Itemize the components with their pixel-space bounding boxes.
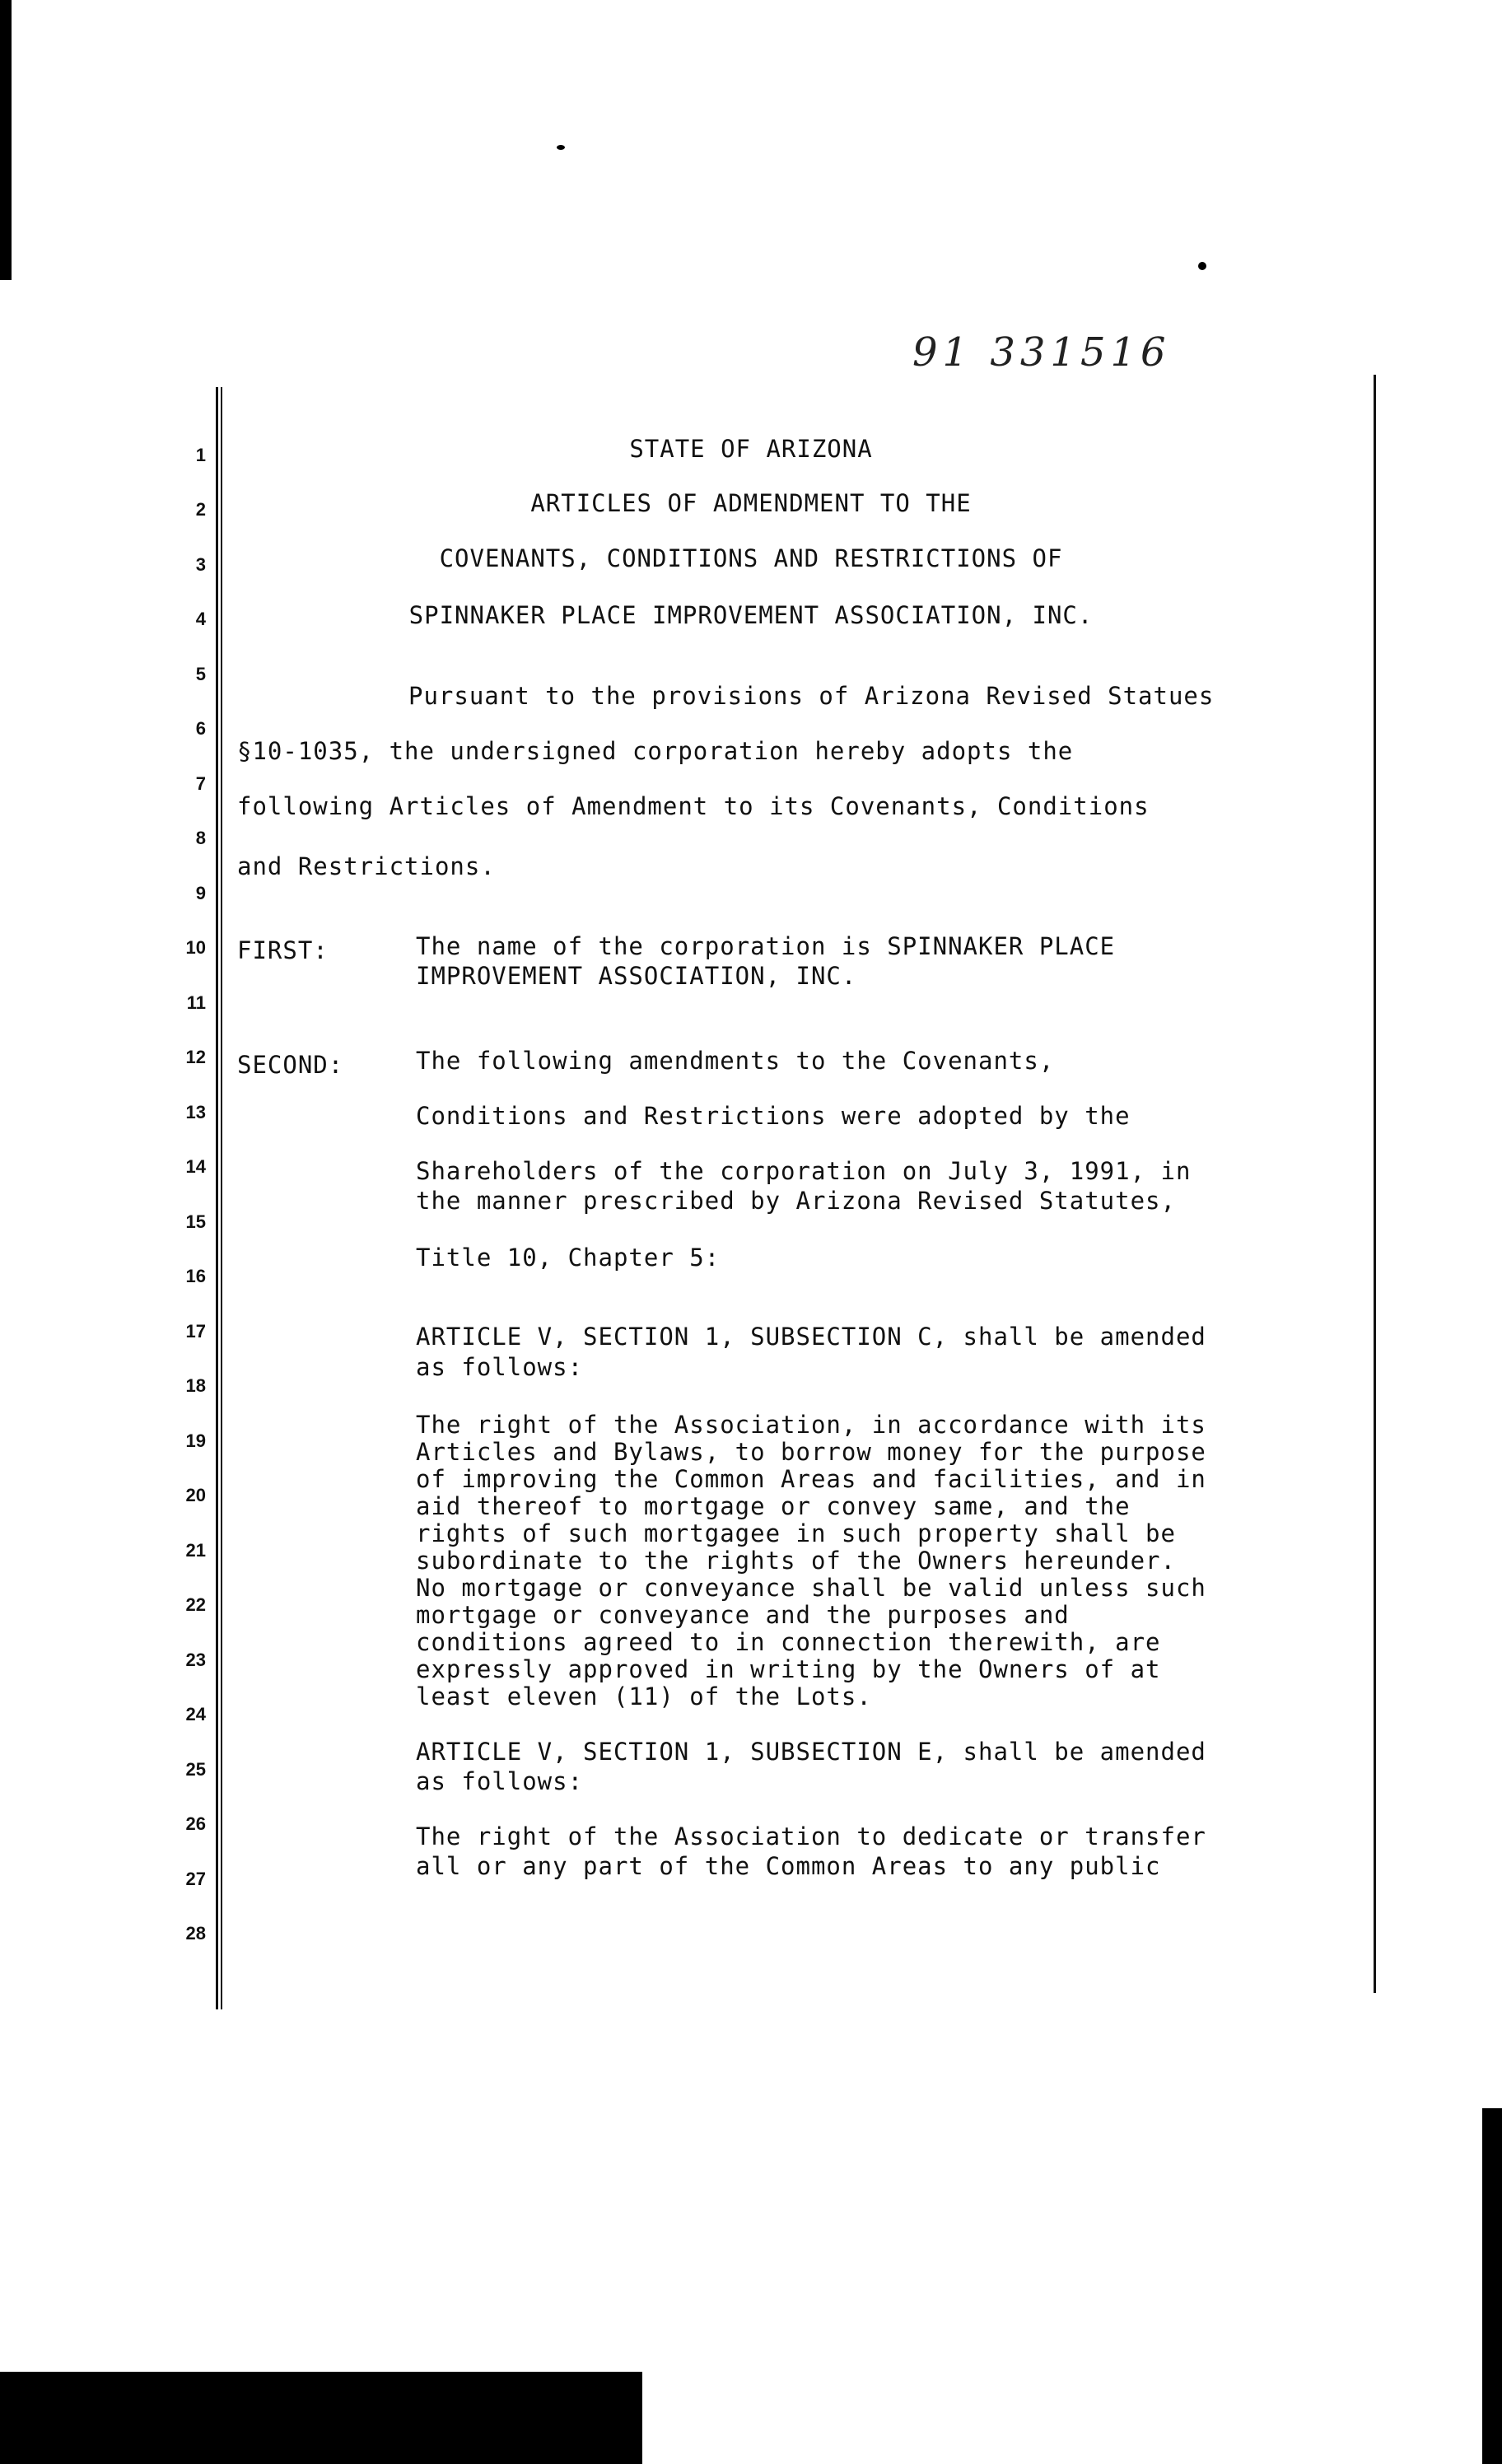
line-number: 26 bbox=[185, 1813, 206, 1834]
amendment-e-heading: as follows: bbox=[416, 1767, 584, 1795]
amendment-c-text: rights of such mortgagee in such property shall be bbox=[416, 1519, 1176, 1547]
line-number: 27 bbox=[185, 1869, 206, 1889]
line-number: 8 bbox=[195, 828, 206, 848]
second-line: Shareholders of the corporation on July 3, 1991, in bbox=[416, 1157, 1192, 1185]
amendment-c-text: subordinate to the rights of the Owners hereunder. bbox=[416, 1547, 1176, 1575]
intro-line: following Articles of Amendment to its Covenants, Conditions bbox=[237, 792, 1150, 820]
amendment-c-text: aid thereof to mortgage or convey same, and the bbox=[416, 1492, 1131, 1520]
amendment-c-text: mortgage or conveyance and the purposes and bbox=[416, 1601, 1070, 1629]
amendment-c-text: conditions agreed to in connection therewith, are bbox=[416, 1628, 1161, 1656]
amendment-e-text: all or any part of the Common Areas to any public bbox=[416, 1852, 1161, 1880]
line-number: 22 bbox=[185, 1594, 206, 1615]
line-number: 14 bbox=[185, 1156, 206, 1177]
line-number: 20 bbox=[185, 1485, 206, 1505]
intro-line: §10-1035, the undersigned corporation hereby adopts the bbox=[237, 737, 1074, 765]
line-number: 11 bbox=[186, 992, 206, 1013]
amendment-c-heading: as follows: bbox=[416, 1353, 584, 1381]
line-number: 16 bbox=[185, 1266, 206, 1286]
amendment-c-text: No mortgage or conveyance shall be valid unless such bbox=[416, 1574, 1206, 1602]
line-number: 23 bbox=[185, 1650, 206, 1670]
amendment-c-text: Articles and Bylaws, to borrow money for the purpose bbox=[416, 1438, 1206, 1466]
amendment-c-text: of improving the Common Areas and facilities, and in bbox=[416, 1465, 1206, 1493]
first-line: The name of the corporation is SPINNAKER PLACE bbox=[416, 932, 1116, 960]
scan-edge-top-left bbox=[0, 0, 12, 280]
line-number: 2 bbox=[195, 499, 206, 520]
second-line: Conditions and Restrictions were adopted by the bbox=[416, 1102, 1131, 1130]
line-number: 18 bbox=[185, 1375, 206, 1396]
line-number: 25 bbox=[185, 1759, 206, 1780]
line-number: 5 bbox=[195, 664, 206, 684]
scan-speck bbox=[1198, 262, 1206, 270]
line-number: 15 bbox=[185, 1211, 206, 1232]
second-line: Title 10, Chapter 5: bbox=[416, 1244, 721, 1272]
first-label: FIRST: bbox=[237, 936, 329, 964]
line-number: 3 bbox=[195, 554, 206, 575]
amendment-e-text: The right of the Association to dedicate or transfer bbox=[416, 1822, 1206, 1850]
heading-covenants: COVENANTS, CONDITIONS AND RESTRICTIONS OF bbox=[439, 544, 1063, 572]
amendment-c-text: least eleven (11) of the Lots. bbox=[416, 1682, 872, 1710]
amendment-c-text: expressly approved in writing by the Owners of at bbox=[416, 1655, 1161, 1683]
line-number: 6 bbox=[195, 718, 206, 739]
amendment-c-heading: ARTICLE V, SECTION 1, SUBSECTION C, shall be amended bbox=[416, 1323, 1206, 1351]
line-number: 28 bbox=[185, 1923, 206, 1944]
left-margin-rule-inner bbox=[221, 387, 222, 2009]
second-label: SECOND: bbox=[237, 1051, 344, 1079]
left-margin-rule bbox=[216, 387, 218, 2009]
line-number: 17 bbox=[185, 1321, 206, 1342]
line-number: 9 bbox=[195, 883, 206, 903]
amendment-c-text: The right of the Association, in accordance with its bbox=[416, 1411, 1206, 1439]
document-number: 91 331516 bbox=[912, 329, 1171, 376]
line-number: 4 bbox=[195, 609, 206, 629]
scan-speck bbox=[557, 145, 565, 150]
second-line: The following amendments to the Covenants, bbox=[416, 1047, 1055, 1075]
amendment-e-heading: ARTICLE V, SECTION 1, SUBSECTION E, shall be amended bbox=[416, 1738, 1206, 1766]
line-number: 19 bbox=[185, 1430, 206, 1451]
line-number: 21 bbox=[185, 1540, 206, 1561]
first-line: IMPROVEMENT ASSOCIATION, INC. bbox=[416, 962, 857, 990]
scan-edge-right bbox=[1482, 2108, 1502, 2464]
line-number: 12 bbox=[185, 1047, 206, 1067]
heading-association: SPINNAKER PLACE IMPROVEMENT ASSOCIATION, INC. bbox=[408, 601, 1094, 629]
line-number: 13 bbox=[185, 1102, 206, 1122]
line-number: 24 bbox=[185, 1704, 206, 1724]
line-number: 1 bbox=[195, 445, 206, 465]
intro-line: Pursuant to the provisions of Arizona Revised Statues bbox=[408, 682, 1215, 710]
second-line: the manner prescribed by Arizona Revised Statutes, bbox=[416, 1187, 1176, 1215]
line-number: 10 bbox=[185, 937, 206, 958]
intro-line: and Restrictions. bbox=[237, 852, 496, 880]
heading-state: STATE OF ARIZONA bbox=[629, 435, 873, 463]
scan-edge-bottom-left bbox=[0, 2372, 642, 2464]
line-number: 7 bbox=[195, 773, 206, 794]
heading-articles: ARTICLES OF ADMENDMENT TO THE bbox=[530, 489, 972, 517]
